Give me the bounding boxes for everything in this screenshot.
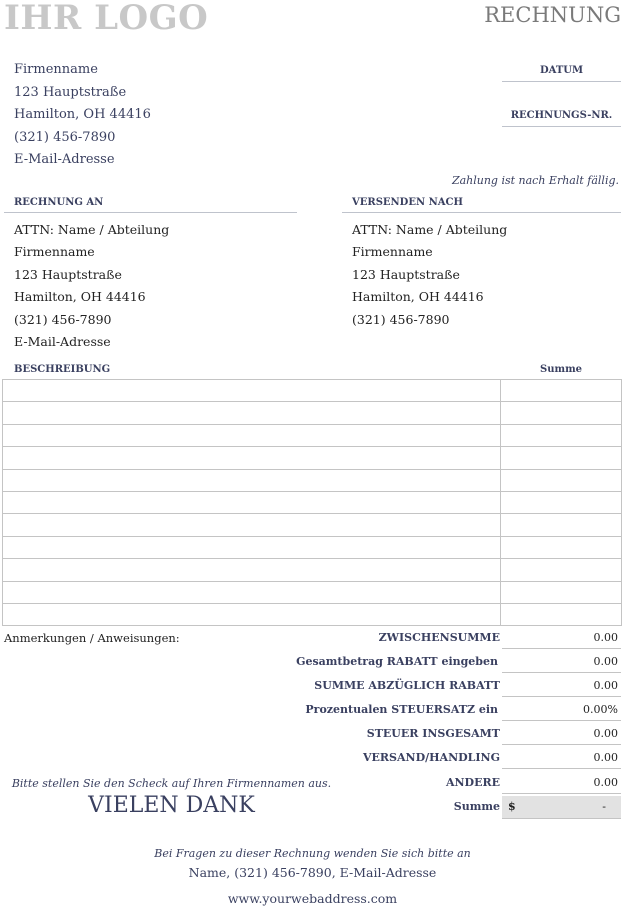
- table-row: [3, 402, 622, 424]
- invoice-number-field[interactable]: [502, 128, 621, 148]
- table-row: [3, 491, 622, 513]
- bill-to-street: 123 Hauptstraße: [14, 267, 122, 282]
- description-cell[interactable]: [3, 469, 501, 491]
- discount-value[interactable]: 0.00: [502, 651, 621, 673]
- shipping-label: VERSAND/HANDLING: [362, 751, 500, 764]
- subtotal-value: 0.00: [502, 627, 621, 649]
- sum-box: [502, 796, 621, 819]
- ship-to-line: [342, 212, 621, 213]
- table-row: [3, 380, 622, 402]
- check-note: Bitte stellen Sie den Scheck auf Ihren Firmennamen aus.: [11, 777, 332, 790]
- date-field[interactable]: [502, 84, 621, 104]
- description-cell[interactable]: [3, 380, 501, 402]
- amount-cell[interactable]: [501, 424, 622, 446]
- bill-to-attn: ATTN: Name / Abteilung: [14, 222, 170, 237]
- table-row: [3, 469, 622, 491]
- invoice-number-line: [502, 126, 621, 127]
- currency-symbol: $: [508, 800, 516, 813]
- tax-total-label: STEUER INSGESAMT: [366, 727, 500, 740]
- ship-to-phone: (321) 456-7890: [352, 312, 450, 327]
- other-label: ANDERE: [445, 776, 500, 789]
- date-label: DATUM: [539, 65, 584, 76]
- invoice-title: RECHNUNG: [484, 3, 621, 27]
- footer-questions: Bei Fragen zu dieser Rechnung wenden Sie sich bitte an: [154, 847, 471, 860]
- table-row: [3, 514, 622, 536]
- amount-cell[interactable]: [501, 559, 622, 581]
- payment-note: Zahlung ist nach Erhalt fällig.: [451, 174, 619, 187]
- bill-to-email: E-Mail-Adresse: [14, 334, 111, 349]
- shipping-value[interactable]: 0.00: [502, 747, 621, 769]
- bill-to-phone: (321) 456-7890: [14, 312, 112, 327]
- company-phone: (321) 456-7890: [14, 130, 116, 145]
- invoice-number-label: RECHNUNGS-NR.: [510, 110, 613, 121]
- company-name: Firmenname: [14, 62, 98, 77]
- date-line: [502, 81, 621, 82]
- bill-to-heading: RECHNUNG AN: [14, 197, 104, 208]
- after-discount-label: [314, 679, 500, 692]
- amount-cell[interactable]: [501, 536, 622, 558]
- amount-cell[interactable]: [501, 380, 622, 402]
- description-cell[interactable]: [3, 603, 501, 625]
- company-street: 123 Hauptstraße: [14, 85, 127, 100]
- table-row: [3, 603, 622, 625]
- subtotal-label: ZWISCHENSUMME: [378, 631, 500, 644]
- amount-cell[interactable]: [501, 514, 622, 536]
- description-cell[interactable]: [3, 581, 501, 603]
- description-cell[interactable]: [3, 559, 501, 581]
- ship-to-city: Hamilton, OH 44416: [352, 289, 484, 304]
- after-discount-value: 0.00: [502, 675, 621, 697]
- amount-cell[interactable]: [501, 581, 622, 603]
- sum-label: Summe: [453, 800, 500, 813]
- ship-to-street: 123 Hauptstraße: [352, 267, 460, 282]
- bill-to-company: Firmenname: [14, 244, 95, 259]
- total-column-header: Summe: [540, 364, 583, 375]
- amount-cell[interactable]: [501, 447, 622, 469]
- remarks-label: Anmerkungen / Anweisungen:: [4, 631, 180, 645]
- description-cell[interactable]: [3, 491, 501, 513]
- table-row: [3, 581, 622, 603]
- amount-cell[interactable]: [501, 491, 622, 513]
- ship-to-heading: VERSENDEN NACH: [352, 197, 463, 208]
- ship-to-attn: ATTN: Name / Abteilung: [352, 222, 508, 237]
- amount-cell[interactable]: [501, 603, 622, 625]
- amount-cell[interactable]: [501, 402, 622, 424]
- table-row: [3, 559, 622, 581]
- after-discount-label-text: SUMME ABZÜGLICH RABATT: [314, 679, 500, 692]
- tax-rate-label-text: Prozentualen STEUERSATZ ein: [305, 703, 498, 716]
- description-cell[interactable]: [3, 447, 501, 469]
- bill-to-city: Hamilton, OH 44416: [14, 289, 146, 304]
- tax-rate-label: [305, 703, 498, 716]
- company-email: E-Mail-Adresse: [14, 152, 115, 167]
- thank-you: VIELEN DANK: [88, 793, 255, 818]
- description-cell[interactable]: [3, 402, 501, 424]
- discount-label: [296, 655, 498, 668]
- table-row: [3, 447, 622, 469]
- tax-total-value: 0.00: [502, 723, 621, 745]
- table-row: [3, 536, 622, 558]
- logo-placeholder: IHR LOGO: [4, 0, 209, 38]
- bill-to-line: [4, 212, 297, 213]
- description-cell[interactable]: [3, 536, 501, 558]
- ship-to-company: Firmenname: [352, 244, 433, 259]
- sum-value: -: [602, 800, 606, 813]
- line-items-table: [2, 379, 622, 626]
- description-column-header: BESCHREIBUNG: [14, 364, 111, 375]
- other-value[interactable]: 0.00: [502, 772, 621, 794]
- description-cell[interactable]: [3, 514, 501, 536]
- description-cell[interactable]: [3, 424, 501, 446]
- tax-rate-value[interactable]: 0.00%: [502, 699, 621, 721]
- discount-label-text: Gesamtbetrag RABATT eingeben: [296, 655, 498, 668]
- company-city: Hamilton, OH 44416: [14, 107, 151, 122]
- footer-contact: Name, (321) 456-7890, E-Mail-Adresse: [188, 865, 437, 880]
- footer-website[interactable]: www.yourwebaddress.com: [227, 891, 398, 906]
- table-row: [3, 424, 622, 446]
- amount-cell[interactable]: [501, 469, 622, 491]
